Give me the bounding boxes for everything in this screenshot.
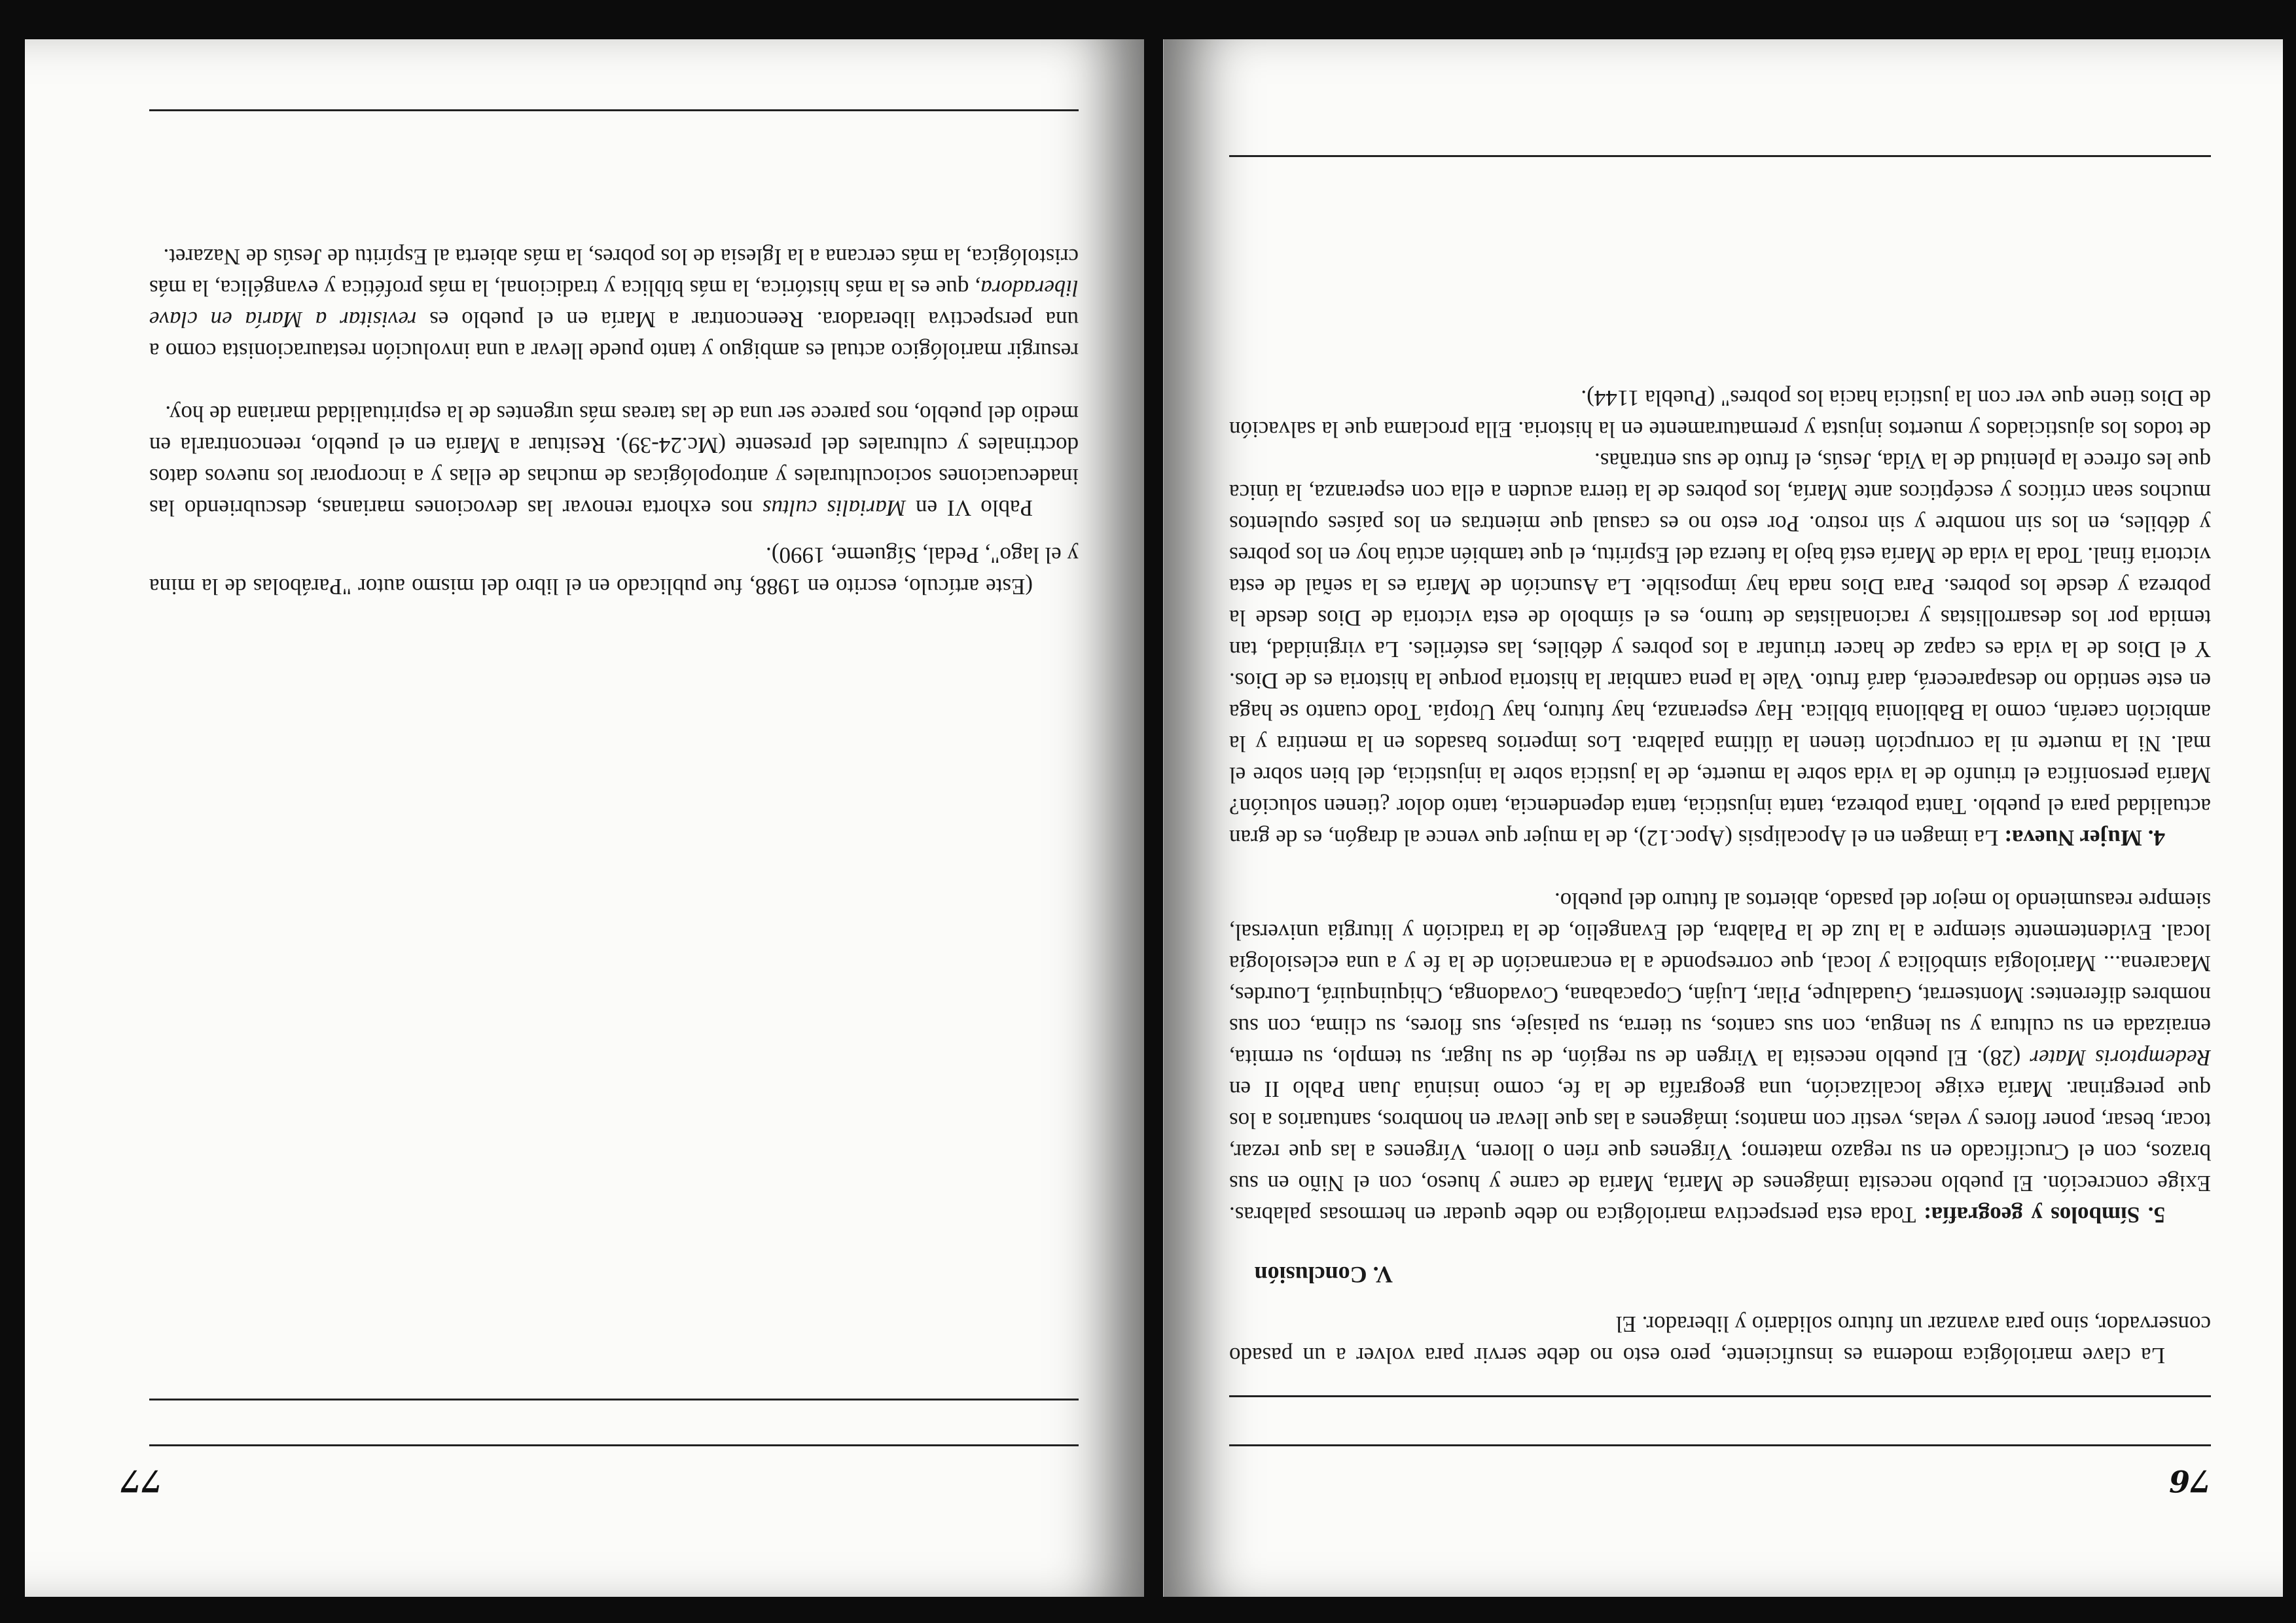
page-number: 76 [2168, 1463, 2211, 1499]
section-heading: V. Conclusión [1254, 1262, 1393, 1288]
paragraph-5-text-b: (28). El pueblo necesita la Virgen de su región, de su lugar, su templo, su ermita, enraizada en su cultura y su lengua, con sus cantos, su tierra, su paisaje, sus flores, su clima, con sus nombres diferentes: Montserrat, Guadalupe, Pilar, Luján, Copacabana, Covadonga, Chiquinquirá, Lourdes, Macarena... Mariología simbólica y local, que corresponde a la encarnación de la fe y a una eclesiología local. Evidentemente siempre a la luz de la Palabra, del Evangelio, de la tradición y liturgia universal, siempre reasumiendo lo mejor del pasado, abiertos al futuro del pueblo. [1229, 888, 2211, 1071]
paragraph-b-italic: Marialis cultus [762, 495, 906, 521]
paragraph-5-italic: Redemptoris Mater [2030, 1045, 2211, 1071]
paragraph-a [149, 241, 1079, 366]
header-rule [1229, 1444, 2211, 1446]
page-76-section [1229, 1228, 2211, 1322]
paragraph-b-text-2: nos exhorta renovar las devociones marianas, descubriendo las inadecuaciones socioculturales y antropológicas de muchas de ellas y a incorporar los nuevos datos doctrinales y culturales del presente (Mc.24-39). Resituar a María en el pueblo, reencontrarla en medio del pueblo, nos parece ser una de las tareas más urgentes de la espiritualidad mariana de hoy. [149, 401, 1079, 521]
paragraph-b [149, 398, 1079, 524]
conclusion-text: La clave mariológica moderna es insuficiente, pero esto no debe servir para volver a un pasado conservador, sino para avanzar un futuro solidario y liberador. El [1229, 1311, 2211, 1368]
paragraph-intro-text: de todos los ajusticiados y muertos injusta y prematuramente en la historia. Ella proclama que la salvación de Dios tiene que ver con la justicia hacia los pobres" (Puebla 1144). [1229, 385, 2211, 442]
paragraph-5 [1229, 885, 2211, 1230]
author-note-text: (Este artículo, escrito en 1988, fue publicado en el libro del mismo autor "Parábolas de la mina y el lago", Pedal, Sígueme, 1990). [149, 543, 1079, 599]
paragraph-5-text-a: Toda esta perspectiva mariológica no debe quedar en hermosas palabras. Exige concreción. El pueblo necesita imágenes de María, María de carne y hueso, con el Niño en sus brazos, con el Crucificado en su regazo materno; Vírgenes que ríen o lloren, Vírgenes a las que rezar, tocar, besar, poner flores y velas, vestir con mantos; imágenes a las que llevar en hombros, santuarios a los que peregrinar. María exige localización, una geografía de la fe, como insinúa Juan Pablo II en [1229, 1077, 2211, 1228]
header-rule-secondary [1229, 1395, 2211, 1397]
footer-rule [149, 109, 1079, 111]
paragraph-5-label: 5. Símbolos y geografía: [1924, 1202, 2165, 1228]
page-77-paragraphs [149, 241, 1079, 524]
paragraph-4-text: La imagen en el Apocalipsis (Apoc.12), de la mujer que vence al dragón, es de gran actualidad para el pueblo. Tanta pobreza, tanta injusticia, tanta dependencia, tanto dolor ¿tienen solución? María personifica el triunfo de la vida sobre la muerte, de la justicia sobre la injusticia, del bien sobre el mal. Ni la muerte ni la corrupción tienen la última palabra. Los imperios basados en la mentira y la ambición caerán, como la Babilonia bíblica. Hay esperanza, hay futuro, hay Utopía. Todo cuanto se haga en este sentido no desaparecerá, dará fruto. Vale la pena cambiar la historia porque la historia es de Dios. Y el Dios de la vida es capaz de hacer triunfar a los pobres y débiles, las estériles. La virginidad, tan temida por los desarrollistas y racionalistas de turno, es el símbolo de esta victoria de Dios desde la pobreza y desde los pobres. Para Dios nada hay imposible. La Asunción de María es la señal de esta victoria final. Toda la vida de María está bajo la fuerza del Espíritu, el que también actúa hoy en los pobres y débiles, en los sin nombre y sin rostro. Por esto no es casual que mientras en los países opulentos muchos sean críticos y escépticos ante María, los pobres de la tierra acuden a ella con esperanza, la única que les ofrece la plenitud de la Vida, Jesús, el fruto de sus entrañas. [1229, 448, 2211, 851]
paragraph-b-text-1: Pablo VI en [906, 495, 1033, 521]
footer-rule [1229, 155, 2211, 157]
header-rule-secondary [149, 1399, 1079, 1400]
header-rule [149, 1444, 1079, 1446]
paragraph-4-label: 4. Mujer Nueva: [2004, 825, 2165, 851]
paragraph-a-text-1: resurgir mariológico actual es ambiguo y tanto puede llevar a una involución restauracionista como a una perspectiva liberadora. Reencontrar a María en el pueblo es [149, 307, 1079, 364]
paragraph-4 [1229, 445, 2211, 853]
page-76-paragraphs [1229, 382, 2211, 1230]
author-note [149, 539, 1079, 602]
page-77-body [149, 539, 1079, 1374]
page-76 [1163, 39, 2283, 1597]
page-number: 77 [120, 1463, 162, 1499]
paragraph-intro [1229, 382, 2211, 445]
paragraph-a-text-2: que es la más histórica, la más bíblica y tradicional, la más profética y evangélica, la más cristológica, la más cercana a la Iglesia de los pobres, la más abierta al Espíritu de Jesús de Nazaret. [149, 244, 1079, 301]
page-77 [25, 39, 1144, 1597]
paragraph-a-italic: revisitar a María en clave liberadora, [149, 276, 1079, 332]
